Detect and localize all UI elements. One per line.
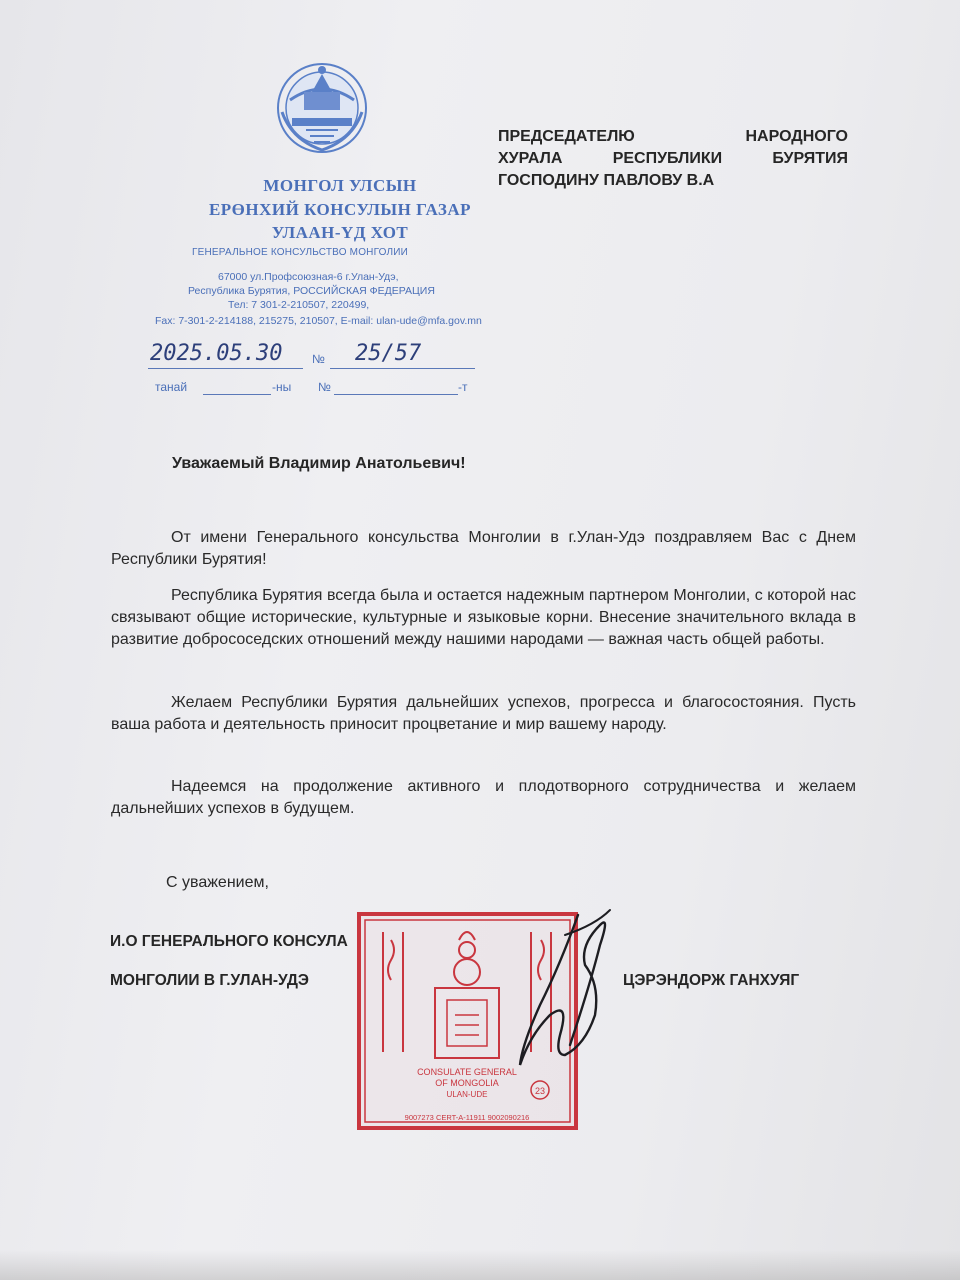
reference-date: 2025.05.30 [150,341,283,366]
letterhead-mn-line2: ЕРӨНХИЙ КОНСУЛЫН ГАЗАР [208,200,472,219]
t-label: -т [458,380,468,394]
stamp-number: 23 [534,1086,546,1096]
addressee-line3: ГОСПОДИНУ ПАВЛОВУ В.А [498,172,715,189]
letterhead-phone: Тел: 7 301-2-210507, 220499, [228,299,370,311]
mongolia-state-emblem-icon [262,60,382,160]
addressee-line2: ХУРАЛА РЕСПУБЛИКИ БУРЯТИЯ [498,150,848,167]
reference-number-label: № [312,352,325,366]
paragraph-text: Желаем Республики Бурятия дальнейших успехов, прогресса и благосостояния. Пусть ваша работа и деятельность приносит процветание и мир вашему народу. [111,694,856,733]
tanai-rule [203,394,271,395]
signatory-name: ЦЭРЭНДОРЖ ГАНХУЯГ [623,972,800,989]
tanai-label: танай [155,380,188,394]
page-bottom-shadow [0,1250,960,1280]
reference-number: 25/57 [355,341,422,366]
letterhead-mn-line3: УЛААН-ҮД ХОТ [271,223,409,242]
stamp-text-line3: ULAN-UDE [446,1090,488,1099]
stamp-text-line2: OF MONGOLIA [435,1078,499,1088]
closing: С уважением, [166,874,269,891]
paragraph-text: Надеемся на продолжение активного и плодотворного сотрудничества и желаем дальнейших успехов в будущем. [111,778,856,817]
no-label: № [318,380,331,394]
body-paragraph-4 [111,776,856,820]
handwritten-signature-icon [500,905,650,1075]
body-paragraph-2 [111,585,856,651]
number-rule [330,368,475,369]
signatory-title-line1: И.О ГЕНЕРАЛЬНОГО КОНСУЛА [110,933,348,950]
addressee-block [498,126,848,192]
body-paragraph-3 [111,692,856,736]
paragraph-text: Республика Бурятия всегда была и остается надежным партнером Монголии, с которой нас связывают общие исторические, культурные и языковые корни. Внесение значительного вклада в развитие добрососедских отношений между нашими народами — важная часть общей работы. [111,587,856,648]
body-paragraph-1 [111,527,856,571]
signatory-title-line2: МОНГОЛИИ В Г.УЛАН-УДЭ [110,972,309,989]
no-rule [334,394,458,395]
stamp-bottom-codes: 9007273 CERT-A-11911 9002090216 [404,1113,530,1122]
letterhead-fax-email: Fax: 7-301-2-214188, 215275, 210507, E-mail: ulan-ude@mfa.gov.mn [155,315,482,327]
addressee-line1: ПРЕДСЕДАТЕЛЮ НАРОДНОГО [498,128,848,145]
letterhead-ru-name: ГЕНЕРАЛЬНОЕ КОНСУЛЬСТВО МОНГОЛИИ [192,247,409,258]
letterhead-mn-line1: МОНГОЛ УЛСЫН [263,176,417,195]
salutation: Уважаемый Владимир Анатольевич! [172,455,466,472]
paragraph-text: От имени Генерального консульства Монголии в г.Улан-Удэ поздравляем Вас с Днем Республики Бурятия! [111,529,856,568]
ny-label: -ны [272,380,292,394]
stamp-text-line1: CONSULATE GENERAL [417,1067,517,1077]
letterhead-address2: Республика Бурятия, РОССИЙСКАЯ ФЕДЕРАЦИЯ [188,285,435,297]
letterhead-address1: 67000 ул.Профсоюзная-6 г.Улан-Удэ, [218,271,399,283]
date-rule [148,368,303,369]
